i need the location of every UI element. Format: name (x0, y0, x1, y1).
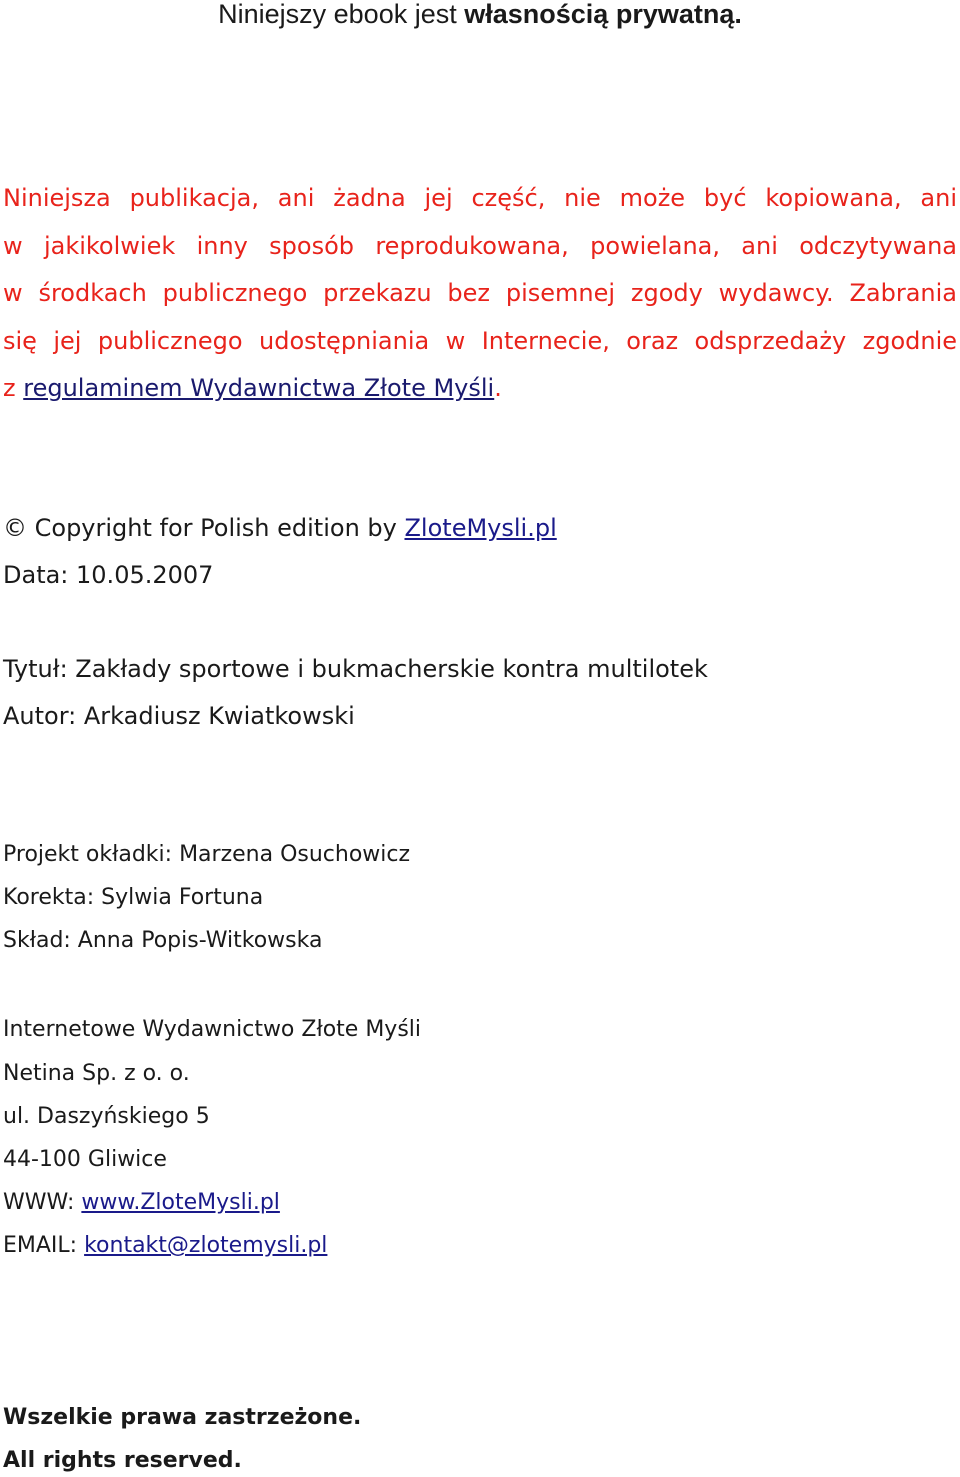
rights-reserved-en: All rights reserved. (3, 1448, 242, 1473)
publisher-city: 44-100 Gliwice (3, 1147, 167, 1172)
website-link[interactable]: www.ZloteMysli.pl (81, 1190, 280, 1215)
copyright-restriction-notice (3, 175, 957, 413)
email-link[interactable]: kontakt@zlotemysli.pl (84, 1233, 328, 1258)
ownership-prefix: Niniejszy ebook jest (218, 0, 465, 29)
publication-date: Data: 10.05.2007 (3, 561, 214, 589)
publisher-street: ul. Daszyńskiego 5 (3, 1104, 210, 1129)
book-title: Tytuł: Zakłady sportowe i bukmacherskie kontra multilotek (3, 655, 708, 683)
notice-suffix: . (494, 374, 502, 402)
ownership-notice (0, 0, 960, 32)
notice-line: w jakikolwiek inny sposób reprodukowana, powielana, ani odczytywana (3, 231, 957, 260)
publisher-name: Internetowe Wydawnictwo Złote Myśli (3, 1017, 422, 1042)
zlotemysli-link[interactable]: ZloteMysli.pl (404, 514, 557, 542)
copyright-prefix: © Copyright for Polish edition by (3, 514, 405, 542)
email-label: EMAIL: (3, 1233, 85, 1258)
publisher-company: Netina Sp. z o. o. (3, 1061, 190, 1086)
copyright-line (3, 513, 557, 543)
www-label: WWW: (3, 1190, 82, 1215)
notice-line: w środkach publicznego przekazu bez pisemnej zgody wydawcy. Zabrania (3, 279, 957, 307)
notice-line: Niniejsza publikacja, ani żadna jej część, nie może być kopiowana, ani (3, 184, 957, 212)
typesetting-credit: Skład: Anna Popis-Witkowska (3, 928, 323, 953)
rights-reserved-pl: Wszelkie prawa zastrzeżone. (3, 1405, 362, 1430)
notice-line (3, 365, 957, 413)
publisher-www (3, 1189, 280, 1217)
cover-design-credit: Projekt okładki: Marzena Osuchowicz (3, 842, 411, 867)
book-author: Autor: Arkadiusz Kwiatkowski (3, 702, 355, 730)
notice-line: się jej publicznego udostępniania w Internecie, oraz odsprzedaży zgodnie (3, 326, 957, 355)
notice-prefix: z (3, 374, 24, 402)
ownership-emphasis: własnością prywatną. (464, 0, 742, 29)
proofreading-credit: Korekta: Sylwia Fortuna (3, 885, 264, 910)
publisher-email (3, 1232, 327, 1260)
publisher-terms-link[interactable]: regulaminem Wydawnictwa Złote Myśli (23, 374, 495, 402)
